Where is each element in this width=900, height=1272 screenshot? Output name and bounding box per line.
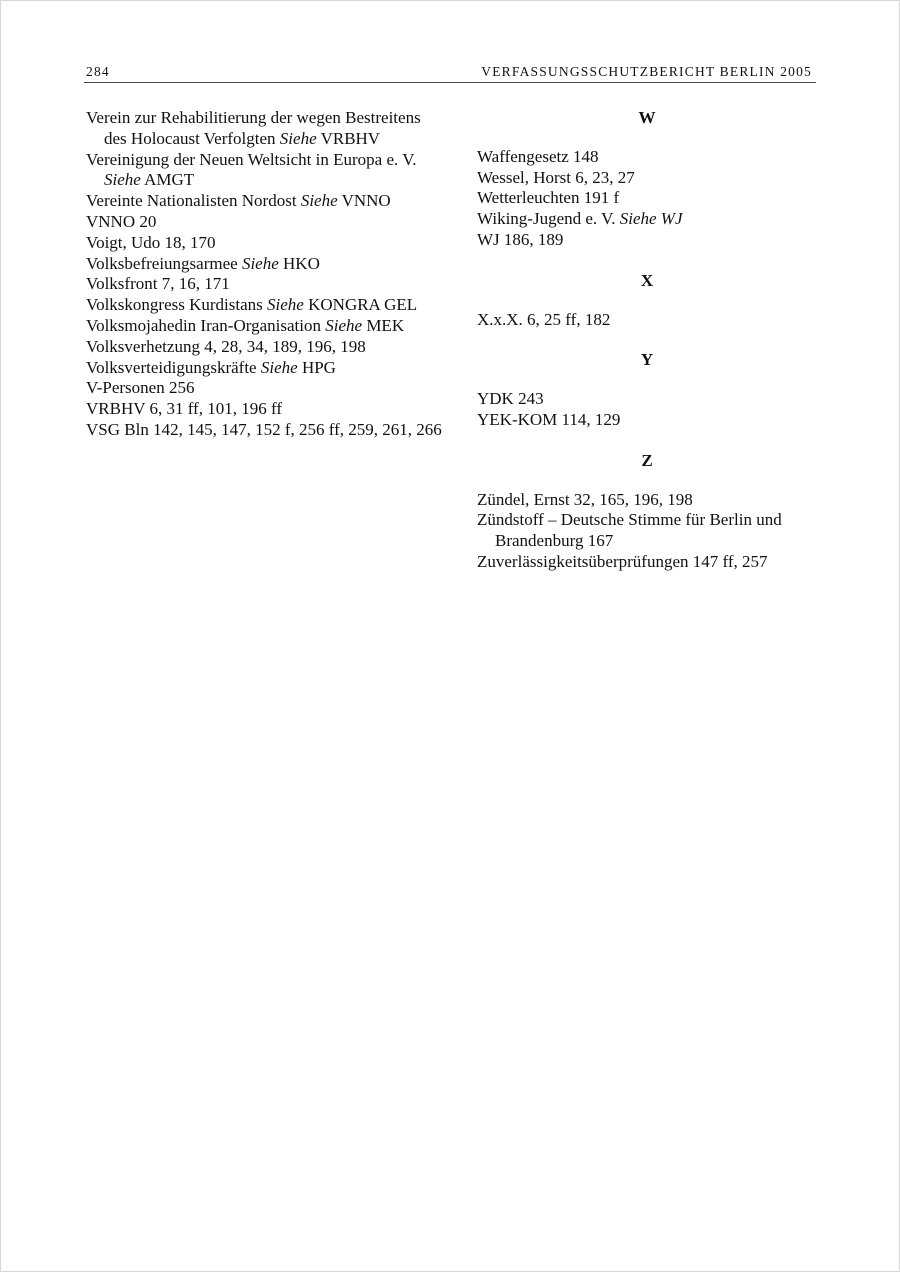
index-entry <box>477 147 817 168</box>
index-entry-term: YEK-KOM 114, 129 <box>477 409 621 429</box>
see-reference-label: Siehe <box>300 191 338 211</box>
index-entry-list <box>477 490 817 573</box>
index-entry-term: Volksverteidigungskräfte <box>86 357 257 377</box>
letter-heading: W <box>638 108 656 127</box>
index-entry-term: VNNO 20 <box>86 211 157 231</box>
index-entry-term: Volksfront 7, 16, 171 <box>86 274 230 294</box>
index-entry-term: Volksmojahedin Iran-Organisation <box>86 315 321 335</box>
index-entry <box>86 212 446 233</box>
see-reference-label: Siehe <box>267 295 304 315</box>
index-entry <box>86 233 446 254</box>
see-reference-target: KONGRA GEL <box>308 295 418 315</box>
index-entry-term: Zündstoff – Deutsche Stimme für Berlin und Brandenburg 167 <box>477 510 782 551</box>
index-entry <box>86 316 446 337</box>
index-entry <box>86 254 446 275</box>
see-reference-label: Siehe <box>104 170 141 190</box>
index-entry <box>86 378 446 399</box>
index-entry <box>477 410 817 431</box>
index-entry <box>86 420 446 441</box>
letter-heading: X <box>640 270 654 290</box>
index-entry <box>86 399 446 420</box>
index-entry-term: Waffengesetz 148 <box>477 146 599 166</box>
see-reference-label: Siehe <box>279 128 317 148</box>
letter-heading: Y <box>640 350 654 370</box>
see-reference-target: HKO <box>283 253 320 273</box>
index-letter-section <box>477 271 817 331</box>
index-entry-term: WJ 186, 189 <box>477 229 564 249</box>
see-reference-target: AMGT <box>144 170 195 190</box>
see-reference-target: VNNO <box>341 191 391 211</box>
index-entry-term: VRBHV 6, 31 ff, 101, 196 ff <box>86 399 282 419</box>
page-number: 284 <box>86 64 110 79</box>
index-entry <box>477 209 817 230</box>
index-entry-term: Vereinigung der Neuen Weltsicht in Europa e. V. <box>86 149 417 169</box>
see-reference-label: Siehe <box>260 357 298 377</box>
index-entry <box>477 310 817 331</box>
index-entry <box>477 188 817 209</box>
index-entry-term: Wetterleuchten 191 f <box>477 188 620 208</box>
index-column-left <box>86 108 446 441</box>
index-entry-term: X.x.X. 6, 25 ff, 182 <box>477 309 611 329</box>
index-entry <box>477 168 817 189</box>
index-entry-term: VSG Bln 142, 145, 147, 152 f, 256 ff, 259, 261, 266 <box>86 419 442 439</box>
index-entry <box>86 108 446 150</box>
index-entry <box>86 295 446 316</box>
see-reference-label: Siehe <box>241 253 279 273</box>
index-entry-term: Zündel, Ernst 32, 165, 196, 198 <box>477 489 693 509</box>
index-entry <box>477 389 817 410</box>
see-reference-label: Siehe <box>325 315 363 335</box>
index-entry-term: Verein zur Rehabilitierung der wegen Bestreitens des Holocaust Verfolgten <box>86 108 421 148</box>
index-letter-section <box>477 108 817 251</box>
index-entry-term: YDK 243 <box>477 389 544 409</box>
index-letter-section <box>477 451 817 573</box>
index-entry-term: Volkskongress Kurdistans <box>86 295 263 315</box>
index-entry-list <box>477 147 817 251</box>
index-entry <box>86 150 446 192</box>
index-entry-term: Vereinte Nationalisten Nordost <box>86 191 297 211</box>
index-entry-list <box>477 310 817 331</box>
index-entry <box>477 510 817 552</box>
index-entry-term: V-Personen 256 <box>86 378 195 398</box>
index-entry <box>86 274 446 295</box>
letter-heading: Z <box>641 450 653 470</box>
index-entry <box>477 552 817 573</box>
index-entry-term: Zuverlässigkeitsüberprüfungen 147 ff, 257 <box>477 551 768 571</box>
index-column-right <box>477 108 817 573</box>
see-reference-label: Siehe <box>619 209 657 229</box>
index-entry-term: Volksbefreiungsarmee <box>86 253 238 273</box>
running-title: VERFASSUNGSSCHUTZBERICHT BERLIN 2005 <box>481 64 812 79</box>
index-entry <box>86 358 446 379</box>
index-entry-list <box>477 389 817 431</box>
index-entry <box>477 230 817 251</box>
index-entry-term: Wessel, Horst 6, 23, 27 <box>477 167 635 187</box>
see-reference-target: MEK <box>366 315 405 335</box>
index-entry-term: Wiking-Jugend e. V. <box>477 209 616 229</box>
see-reference-target: HPG <box>301 357 336 377</box>
page-header <box>84 64 816 83</box>
see-reference-target: WJ <box>660 209 683 229</box>
index-letter-section <box>477 350 817 430</box>
index-entry <box>86 337 446 358</box>
index-entry <box>477 490 817 511</box>
index-entry <box>86 191 446 212</box>
index-entry-term: Volksverhetzung 4, 28, 34, 189, 196, 198 <box>86 336 366 356</box>
index-entry-term: Voigt, Udo 18, 170 <box>86 232 216 252</box>
see-reference-target: VRBHV <box>320 128 381 148</box>
